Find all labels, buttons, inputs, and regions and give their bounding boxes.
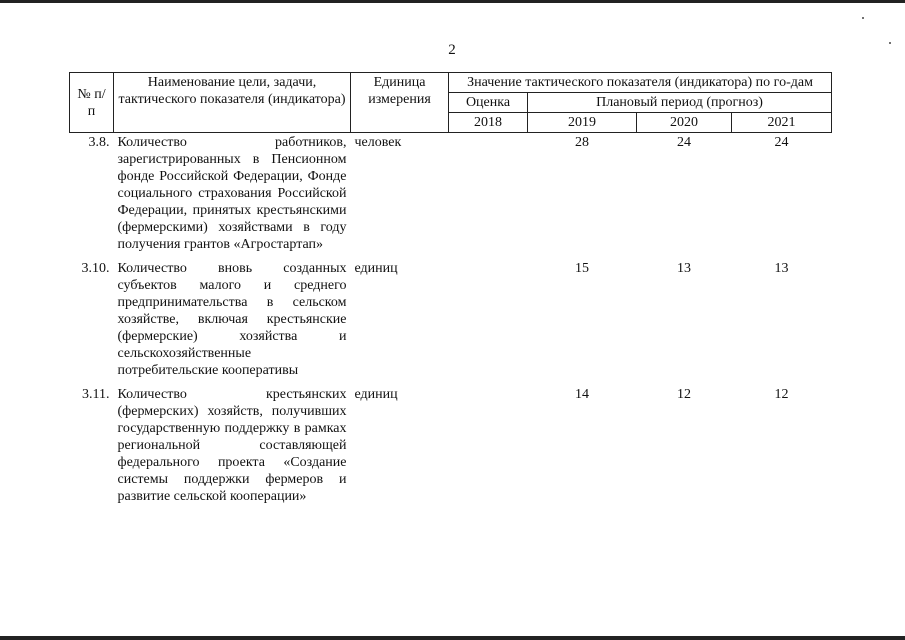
page-number: 2 [448,42,456,58]
row-number: 3.11. [82,387,110,402]
bottom-border [0,636,905,640]
unit-cell: единиц [354,387,398,402]
col-plan-header: Плановый период (прогноз) [528,93,832,113]
value-2021: 13 [774,261,789,276]
indicator-name: Количество вновь созданных субъектов малого и среднего предпринимательства в сельском хозяйстве, включая крестьянские (фермерские) хозяйства и сельскохозяйственные потребительские кооперативы [117,261,347,378]
year-header: 2020 [637,113,732,133]
unit-cell: единиц [354,261,398,276]
indicator-name: Количество работников, зарегистрированных в Пенсионном фонде Российской Федерации, Фонде социального страхования Российской Федерации, принятых крестьянскими (фермерскими) хозяйствами в году получения грантов «Агростартап» [117,135,347,252]
top-border [0,0,905,3]
value-2021: 24 [774,135,789,150]
table-row [70,385,832,511]
row-number: 3.10. [81,261,110,276]
year-header: 2021 [732,113,832,133]
col-num-header: № п/п [70,73,114,133]
value-2020: 13 [677,261,691,276]
year-header: 2018 [449,113,528,133]
value-2018 [449,133,528,260]
col-unit-header: Единица измерения [351,73,449,133]
value-2020: 24 [677,135,691,150]
value-2020: 12 [677,387,691,402]
table-row [70,259,832,385]
value-2019: 14 [575,387,589,402]
value-2018 [449,259,528,385]
col-value-header: Значение тактического показателя (индикатора) по го-дам [449,73,832,93]
table-row [70,133,832,260]
scan-speck [889,42,891,44]
unit-cell: человек [354,135,402,150]
value-2019: 28 [575,135,589,150]
value-2021: 12 [774,387,789,402]
scan-speck [862,17,864,19]
col-name-header: Наименование цели, задачи, тактического показателя (индикатора) [114,73,351,133]
value-2018 [449,385,528,511]
indicator-name: Количество крестьянских (фермерских) хозяйств, получивших государственную поддержку в рамках региональной составляющей федерального проекта «Создание системы поддержки фермеров и развитие сельской кооперации» [117,387,347,504]
year-header: 2019 [528,113,637,133]
indicator-table [69,72,832,511]
col-estimate-header: Оценка [449,93,528,113]
row-number: 3.8. [88,135,110,150]
value-2019: 15 [575,261,589,276]
